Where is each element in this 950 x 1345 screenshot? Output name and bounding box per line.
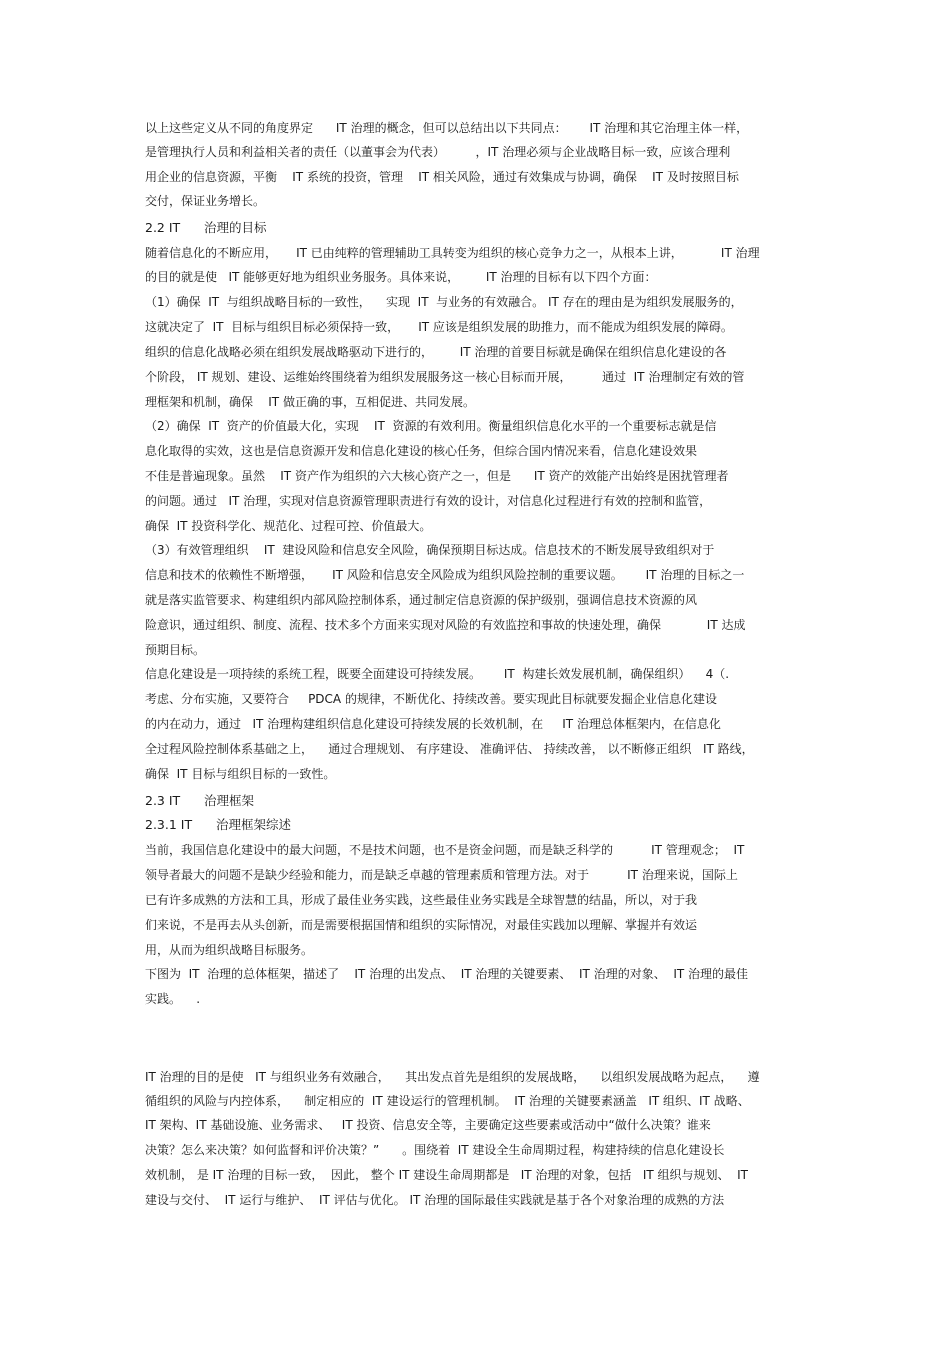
text-line: 息化取得的实效，这也是信息资源开发和信息化建设的核心任务，但综合国内情况来看，信息化建设效果 <box>145 444 698 458</box>
text-line: 信息和技术的依赖性不断增强， IT 风险和信息安全风险成为组织风险控制的重要议题。 IT 治理的目标之一 <box>145 568 745 582</box>
text-line: 考虑、分布实施，又要符合 PDCA 的规律，不断优化、持续改善。要实现此目标就要发掘企业信息化建设 <box>145 692 717 706</box>
text-line: 们来说，不是再去从头创新，而是需要根据国情和组织的实际情况，对最佳实践加以理解、掌握并有效运 <box>145 918 698 932</box>
text-line: 效机制， 是 IT 治理的目标一致， 因此， 整个 IT 建设生命周期都是 IT 治理的对象，包括 IT 组织与规划、 IT <box>145 1168 749 1182</box>
text-line: 预期目标。 <box>145 643 206 657</box>
text-line: 决策？怎么来决策？如何监督和评价决策？” 。围绕着 IT 建设全生命周期过程，构建持续的信息化建设长 <box>145 1143 725 1157</box>
text-line: （2）确保 IT 资产的价值最大化，实现 IT 资源的有效利用。衡量组织信息化水平的一个重要标志就是信 <box>145 419 717 433</box>
text-line: 这就决定了 IT 目标与组织目标必须保持一致， IT 应该是组织发展的助推力，而不能成为组织发展的障碍。 <box>145 320 733 334</box>
text-line: 不佳是普遍现象。虽然 IT 资产作为组织的六大核心资产之一，但是 IT 资产的效能产出始终是困扰管理者 <box>145 469 729 483</box>
text-line: 确保 IT 投资科学化、规范化、过程可控、价值最大。 <box>145 519 432 533</box>
text-line: 信息化建设是一项持续的系统工程，既要全面建设可持续发展。 IT 构建长效发展机制，确保组织） 4（. <box>145 667 730 681</box>
text-line: 当前，我国信息化建设中的最大问题，不是技术问题，也不是资金问题，而是缺乏科学的 IT 管理观念； IT <box>145 843 745 857</box>
text-line: 领导者最大的问题不是缺少经验和能力，而是缺乏卓越的管理素质和管理方法。对于 IT 治理来说，国际上 <box>145 868 738 882</box>
section-heading: 2.2 IT 治理的目标 <box>145 220 267 235</box>
text-line: 组织的信息化战略必须在组织发展战略驱动下进行的， IT 治理的首要目标就是确保在组织信息化建设的各 <box>145 345 727 359</box>
text-line: 就是落实监管要求、构建组织内部风险控制体系，通过制定信息资源的保护级别，强调信息技术资源的风 <box>145 593 698 607</box>
text-line: （1）确保 IT 与组织战略目标的一致性， 实现 IT 与业务的有效融合。 IT 存在的理由是为组织发展服务的， <box>145 295 743 309</box>
text-line: 下图为 IT 治理的总体框架，描述了 IT 治理的出发点、 IT 治理的关键要素、 IT 治理的对象、 IT 治理的最佳 <box>145 967 749 981</box>
text-line: 用企业的信息资源，平衡 IT 系统的投资，管理 IT 相关风险，通过有效集成与协调，确保 IT 及时按照目标 <box>145 170 739 184</box>
section-heading: 2.3 IT 治理框架 <box>145 793 255 808</box>
text-line: 循组织的风险与内控体系， 制定相应的 IT 建设运行的管理机制。 IT 治理的关键要素涵盖 IT 组织、IT 战略、 <box>145 1094 750 1108</box>
text-line: 个阶段， IT 规划、建设、运维始终围绕着为组织发展服务这一核心目标而开展， 通过 IT 治理制定有效的管 <box>145 370 745 384</box>
text-line: 实践。 . <box>145 992 201 1006</box>
text-line: 的问题。通过 IT 治理，实现对信息资源管理职责进行有效的设计，对信息化过程进行有效的控制和监管， <box>145 494 712 508</box>
text-line: 建设与交付、 IT 运行与维护、 IT 评估与优化。 IT 治理的国际最佳实践就是基于各个对象治理的成熟的方法 <box>145 1193 725 1207</box>
text-line: 全过程风险控制体系基础之上， 通过合理规划、 有序建设、 准确评估、 持续改善， 以不断修正组织 IT 路线， <box>145 742 754 756</box>
subsection-heading: 2.3.1 IT 治理框架综述 <box>145 817 291 832</box>
text-line: 随着信息化的不断应用， IT 已由纯粹的管理辅助工具转变为组织的核心竞争力之一，从根本上讲， IT 治理 <box>145 246 760 260</box>
text-line: 的目的就是使 IT 能够更好地为组织业务服务。具体来说， IT 治理的目标有以下四个方面： <box>145 270 657 284</box>
text-line: 以上这些定义从不同的角度界定 IT 治理的概念，但可以总结出以下共同点： IT 治理和其它治理主体一样， <box>145 121 749 135</box>
text-line: IT 治理的目的是使 IT 与组织业务有效融合， 其出发点首先是组织的发展战略， 以组织发展战略为起点， 遵 <box>145 1070 760 1084</box>
text-line: 用，从而为组织战略目标服务。 <box>145 943 314 957</box>
text-line: 交付，保证业务增长。 <box>145 194 266 208</box>
text-line: IT 架构、IT 基础设施、业务需求、 IT 投资、信息安全等，主要确定这些要素或活动中“做什么决策？谁来 <box>145 1118 711 1132</box>
text-line: 理框架和机制，确保 IT 做正确的事，互相促进、共同发展。 <box>145 395 475 409</box>
text-line: 已有许多成熟的方法和工具，形成了最佳业务实践，这些最佳业务实践是全球智慧的结晶，所以，对于我 <box>145 893 698 907</box>
text-line: 的内在动力，通过 IT 治理构建组织信息化建设可持续发展的长效机制，在 IT 治理总体框架内，在信息化 <box>145 717 721 731</box>
text-line: 确保 IT 目标与组织目标的一致性。 <box>145 767 336 781</box>
text-line: （3）有效管理组织 IT 建设风险和信息安全风险，确保预期目标达成。信息技术的不断发展导致组织对于 <box>145 543 715 557</box>
text-line: 是管理执行人员和利益相关者的责任（以董事会为代表） ，IT 治理必须与企业战略目标一致，应该合理利 <box>145 145 731 159</box>
text-line: 险意识，通过组织、制度、流程、技术多个方面来实现对风险的有效监控和事故的快速处理，确保 IT 达成 <box>145 618 746 632</box>
